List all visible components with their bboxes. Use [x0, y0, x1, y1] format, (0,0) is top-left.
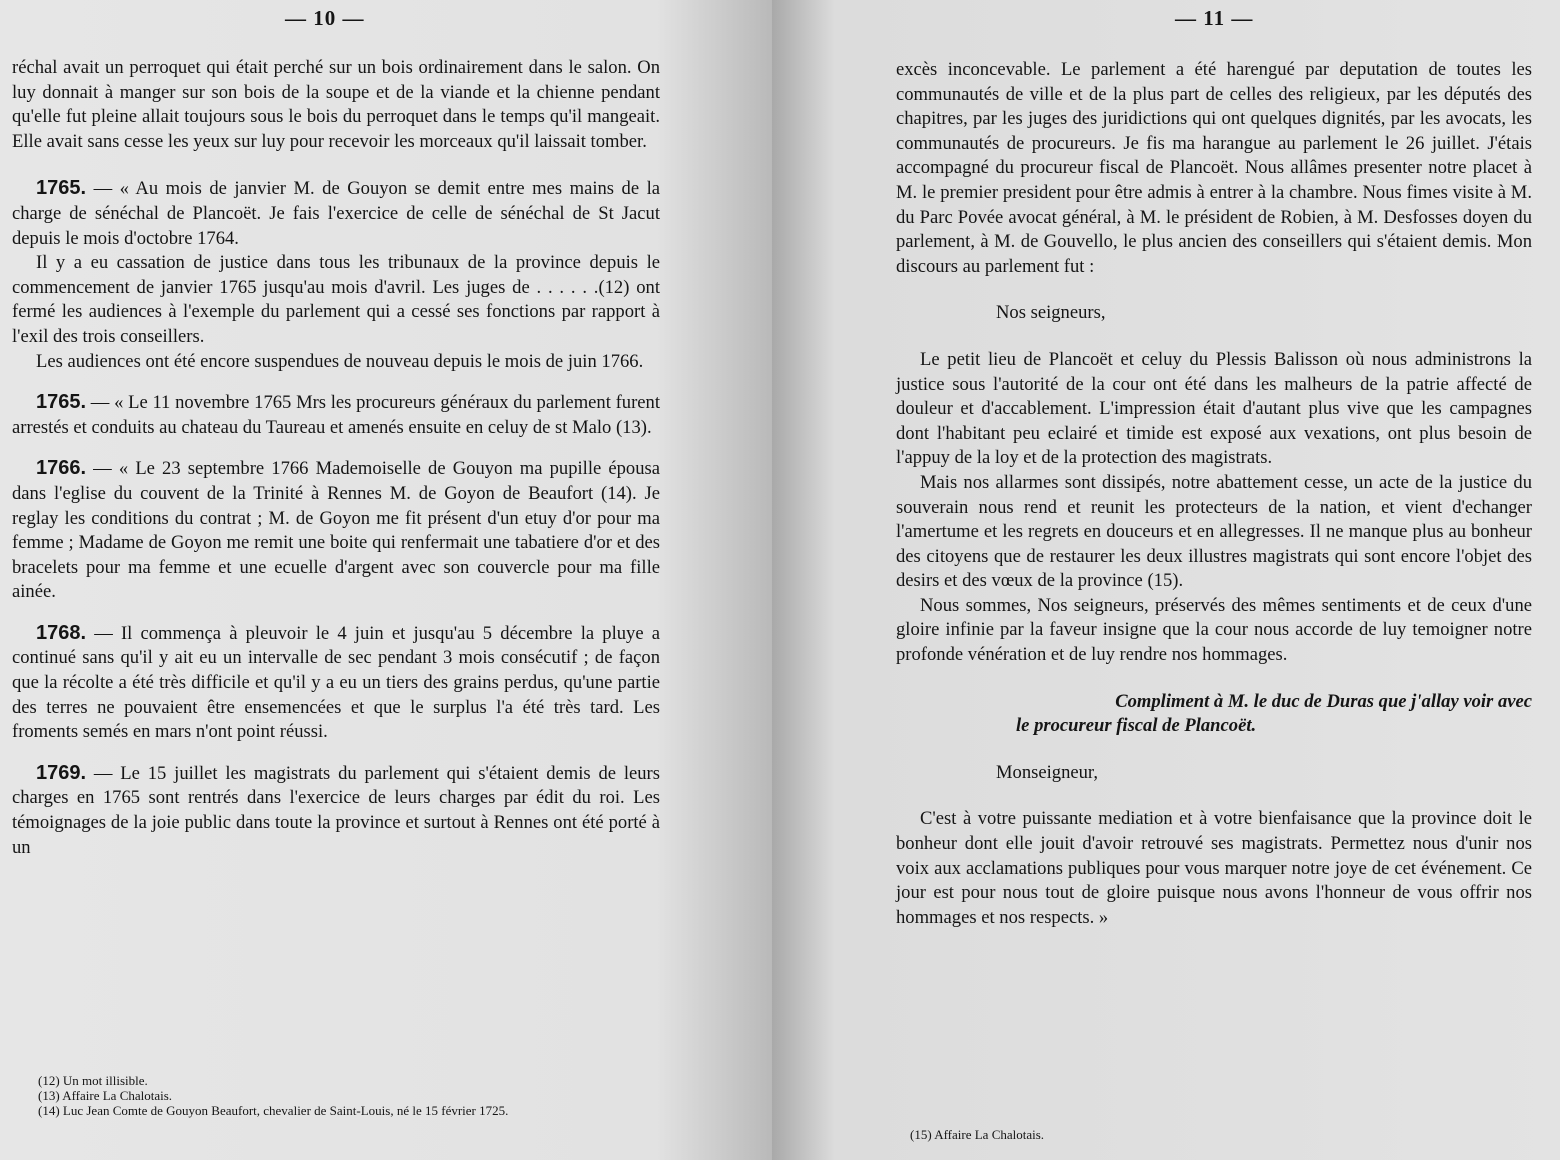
entry-year: 1765. [36, 391, 87, 414]
entry-1766 [12, 456, 660, 605]
salutation: Monseigneur, [996, 761, 1099, 783]
footnotes [38, 1073, 660, 1118]
paragraph: Il y a eu cassation de justice dans tous les tribunaux de la province depuis le commencement de janvier 1765 jusqu'au mois d'avril. Les juges de . . . . . .(12) ont fermé les audiences à l'exemple du parlement qui a cessé ses fonctions par rapport à l'exil des trois conseillers. [12, 252, 660, 347]
heading-line: Compliment à M. le duc de Duras que j'allay voir avec [1115, 690, 1532, 712]
entry-text: — Le 15 juillet les magistrats du parlement qui s'étaient demis de leurs charges en 1765 sont rentrés dans l'exercice de leurs charges par édit du roi. Les témoignages de la joie public dans toute la province et surtout à Rennes ont été porté à un [12, 762, 660, 858]
paragraph: Mais nos allarmes sont dissipés, notre abattement cesse, un acte de la justice du souverain nous rend et reunit les protecteurs de la nation, et vient d'echanger l'amertume et les regrets en douceurs et en allegresses. Il ne manque plus au bonheur des citoyens que de restaurer les deux illustres magistrats qui sont encore l'objet des desirs et des vœux de la province (15). [896, 471, 1532, 592]
salutation: Nos seigneurs, [996, 302, 1106, 324]
heading-line: le procureur fiscal de Plancoët. [1016, 715, 1257, 737]
footnote-14: (14) Luc Jean Comte de Gouyon Beaufort, chevalier de Saint-Louis, né le 15 février 1725. [38, 1103, 509, 1118]
text-column [896, 58, 1532, 930]
entry-1769 [12, 761, 660, 860]
entry-year: 1768. [36, 621, 87, 644]
paragraph: Les audiences ont été encore suspendues de nouveau depuis le mois de juin 1766. [36, 350, 644, 372]
entry-1765-b [12, 390, 660, 440]
section-heading [896, 690, 1532, 739]
paragraph: C'est à votre puissante mediation et à votre bienfaisance que la province doit le bonheur dont elle jouit d'avoir retrouvé ses magistrats. Permettez nous d'unir nos voix aux acclamations publiques pour vous marquer notre joye de cet événement. Ce jour est pour nous tout de gloire puisque nous avons l'honneur de vous offrir nos hommages et nos respects. » [896, 808, 1532, 928]
left-page [0, 0, 772, 1160]
entry-text: — « Le 11 novembre 1765 Mrs les procureurs généraux du parlement furent arrestés et conduits au chateau du Taureau et amenés ensuite en celuy de st Malo (13). [12, 392, 660, 438]
entry-year: 1769. [36, 761, 87, 784]
page-number: — 10 — [285, 6, 365, 30]
entry-text: — « Au mois de janvier M. de Gouyon se demit entre mes mains de la charge de sénéchal de Plancoët. Je fais l'exercice de celle de sénéchal de St Jacut depuis le mois d'octobre 1764. [12, 178, 660, 249]
entry-text: — Il commença à pleuvoir le 4 juin et jusqu'au 5 décembre la pluye a continué sans qu'il y ait eu un intervalle de sec pendant 3 mois consécutif ; de façon que la récolte a été très difficile et qu'il y a eu un tiers des grains perdus, qu'une partie des terres ne pouvaient être ensemencées et que le surplus l'a été très tard. Les froments semés en mars n'ont point réussi. [12, 622, 660, 743]
entry-year: 1765. [36, 177, 87, 200]
entry-1765-a [12, 176, 660, 251]
text-column [12, 56, 660, 860]
footnote-15: (15) Affaire La Chalotais. [910, 1127, 1045, 1142]
entry-1768 [12, 621, 660, 745]
entry-year: 1766. [36, 457, 87, 480]
footnotes [910, 1127, 1310, 1142]
paragraph: Nous sommes, Nos seigneurs, préservés des mêmes sentiments et de ceux d'une gloire infinie par la faveur insigne que la cour nous accorde de luy temoigner notre profonde vénération et de luy rendre nos hommages. [896, 594, 1532, 666]
footnote-12: (12) Un mot illisible. [38, 1073, 148, 1088]
paragraph: réchal avait un perroquet qui était perché sur un bois ordinairement dans le salon. On luy donnait à manger sur son bois de la soupe et de la viande et la chienne pendant qu'elle fut pleine allait toujours sous le bois du perroquet dans le temps qu'il mangeait. Elle avait sans cesse les yeux sur luy pour recevoir les morceaux qu'il laissait tomber. [12, 57, 660, 152]
footnote-13: (13) Affaire La Chalotais. [38, 1088, 173, 1103]
paragraph: Le petit lieu de Plancoët et celuy du Plessis Balisson où nous administrons la justice sous l'autorité de la cour ont été dans les malheurs de la patrie affecté de douleur et d'accablement. L'impression était d'autant plus vive que les campagnes dont l'habitant peu eclairé et timide est exposé aux vexations, ont plus besoin de l'appuy de la loy et de la protection des magistrats. [896, 348, 1532, 469]
paragraph: excès inconcevable. Le parlement a été harengué par deputation de toutes les communautés de ville et de la plus part de celles des religieux, par les députés des chapitres, par les juges des juridictions qui ont quelques dignités, par les avocats, les communautés de procureurs. Je fis ma harangue au parlement le 26 juillet. J'étais accompagné du procureur fiscal de Plancoët. Nous allâmes presenter notre placet à M. le premier president pour être admis à entrer à la chambre. Nous fimes visite à M. du Parc Povée avocat général, à M. le président de Robien, à M. Desfosses doyen du parlement, à M. de Gouvello, le plus ancien des conseillers qui s'étaient demis. Mon discours au parlement fut : [896, 59, 1532, 277]
page-number: — 11 — [1175, 6, 1254, 30]
entry-text: — « Le 23 septembre 1766 Mademoiselle de Gouyon ma pupille épousa dans l'eglise du couvent de la Trinité à Rennes M. de Goyon de Beaufort (14). Je reglay les conditions du contrat ; M. de Goyon me fit présent d'un etuy d'or pour ma femme ; Madame de Goyon me remit une boite qui renfermait une tabatiere d'or et des bracelets pour ma femme et une ecuelle d'argent avec son couvercle pour ma fille ainée. [12, 458, 660, 603]
